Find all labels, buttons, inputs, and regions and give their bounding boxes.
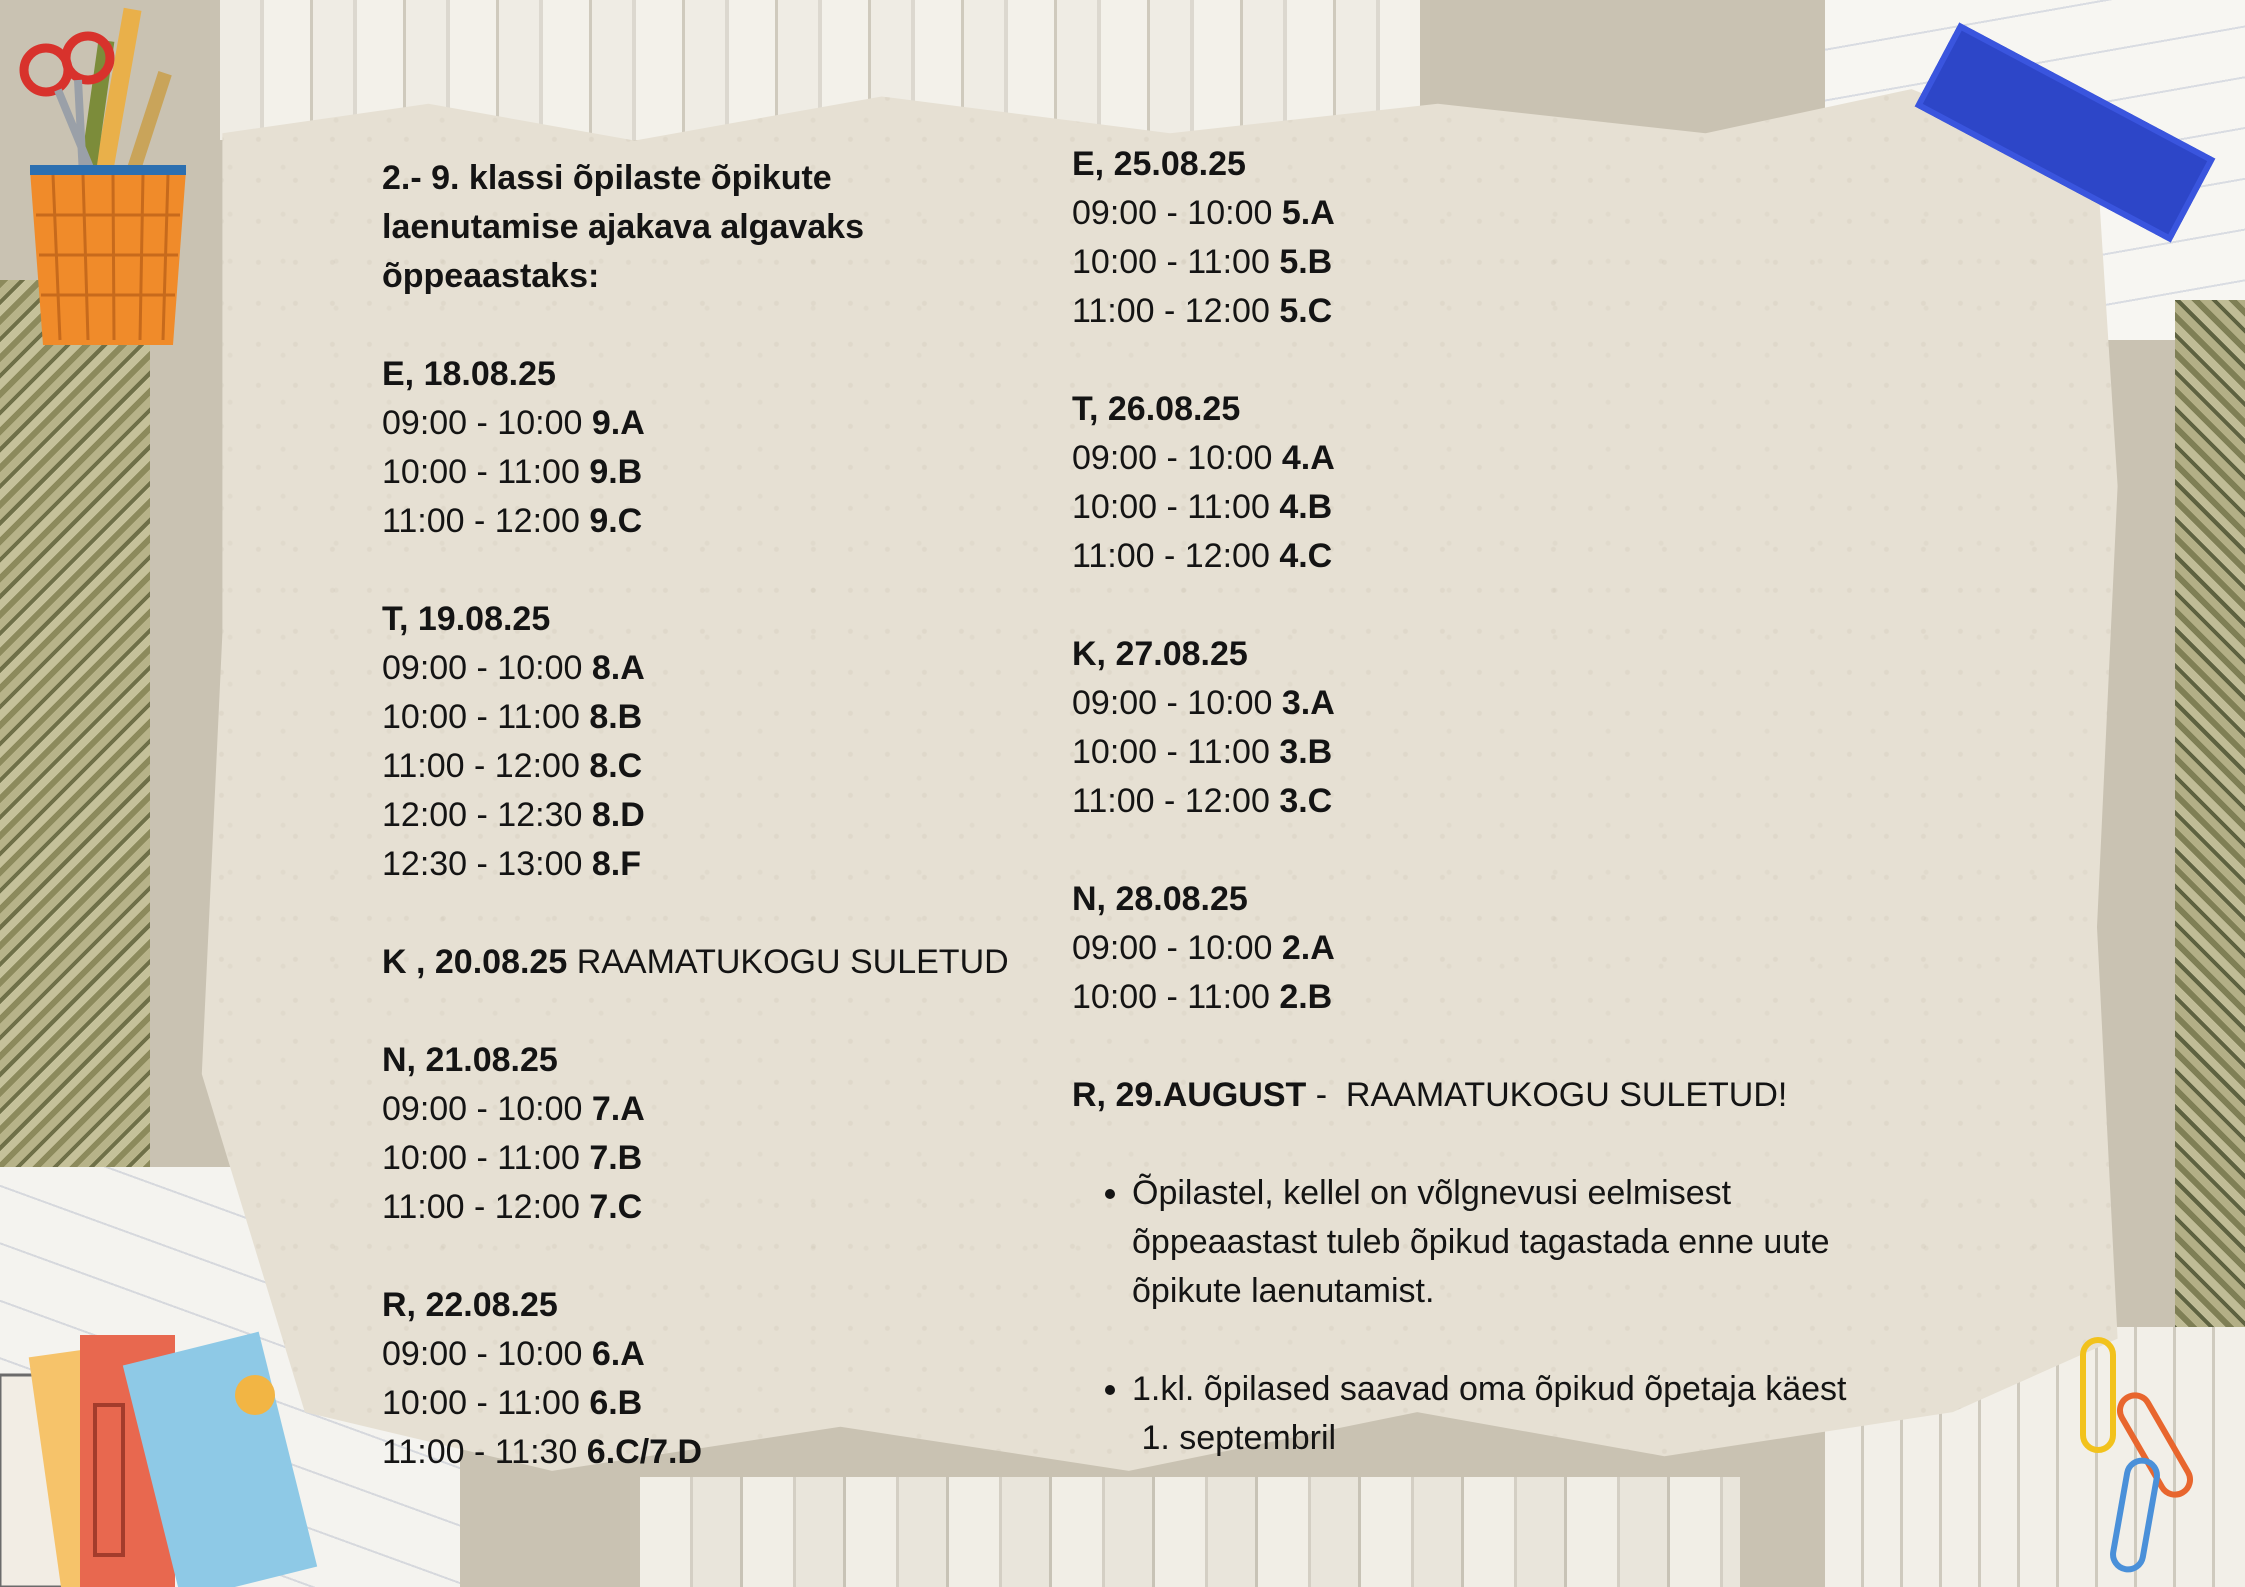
time-slot: 10:00 - 11:00 8.B	[382, 698, 643, 736]
time-slot: 09:00 - 10:00 2.A	[1072, 929, 1335, 967]
time-slot: 11:00 - 12:00 4.C	[1072, 537, 1333, 575]
day-block	[382, 350, 1042, 546]
day-block	[382, 595, 1042, 889]
day-date: N, 21.08.25	[382, 1041, 558, 1079]
time-slot: 10:00 - 11:00 3.B	[1072, 733, 1333, 771]
time-slot: 09:00 - 10:00 4.A	[1072, 439, 1335, 477]
time-slot: 11:00 - 12:00 9.C	[382, 502, 643, 540]
books-stack-icon	[0, 1255, 330, 1587]
newspaper-scrap-bottom	[640, 1477, 1740, 1587]
time-slot: 11:00 - 12:00 5.C	[1072, 292, 1333, 330]
time-slot: 12:00 - 12:30 8.D	[382, 796, 645, 834]
note-item: • Õpilastel, kellel on võlgnevusi eelmisest õppeaastast tuleb õpikud tagastada enne uute õpikute laenutamist.	[1132, 1169, 1972, 1316]
day-block	[1072, 875, 1972, 1022]
time-slot: 09:00 - 10:00 6.A	[382, 1335, 645, 1373]
day-date: N, 28.08.25	[1072, 880, 1248, 918]
schedule-column-left	[382, 154, 1042, 1477]
paper-clips-icon	[2075, 1330, 2225, 1580]
time-slot: 09:00 - 10:00 5.A	[1072, 194, 1335, 232]
time-slot: 11:00 - 12:00 8.C	[382, 747, 643, 785]
schedule-title: 2.- 9. klassi õpilaste õpikute laenutamise ajakava algavaks õppeaastaks:	[382, 159, 864, 295]
day-date: K, 27.08.25	[1072, 635, 1248, 673]
patterned-fabric-right	[2175, 300, 2245, 1350]
day-date: R, 22.08.25	[382, 1286, 558, 1324]
note-item: • 1.kl. õpilased saavad oma õpikud õpetaja käest 1. septembril	[1132, 1365, 1972, 1463]
time-slot: 09:00 - 10:00 3.A	[1072, 684, 1335, 722]
day-date: T, 26.08.25	[1072, 390, 1241, 428]
time-slot: 09:00 - 10:00 9.A	[382, 404, 645, 442]
time-slot: 10:00 - 11:00 2.B	[1072, 978, 1333, 1016]
time-slot: 10:00 - 11:00 6.B	[382, 1384, 643, 1422]
patterned-fabric-left	[0, 280, 150, 1230]
time-slot: 11:00 - 12:00 7.C	[382, 1188, 643, 1226]
day-block	[1072, 140, 1972, 336]
day-block	[382, 1281, 1042, 1477]
time-slot: 09:00 - 10:00 7.A	[382, 1090, 645, 1128]
time-slot: 11:00 - 12:00 3.C	[1072, 782, 1333, 820]
time-slot: 10:00 - 11:00 7.B	[382, 1139, 643, 1177]
day-date: E, 18.08.25	[382, 355, 556, 393]
day-date: E, 25.08.25	[1072, 145, 1246, 183]
day-date: T, 19.08.25	[382, 600, 551, 638]
time-slot: 10:00 - 11:00 9.B	[382, 453, 643, 491]
pencil-cup-icon	[8, 0, 208, 360]
closed-day-notice: R, 29.AUGUST - RAAMATUKOGU SULETUD!	[1072, 1076, 1788, 1114]
schedule-column-right	[1072, 140, 1972, 1463]
time-slot: 12:30 - 13:00 8.F	[382, 845, 641, 883]
closed-day-notice: K , 20.08.25 RAAMATUKOGU SULETUD	[382, 943, 1009, 981]
time-slot: 10:00 - 11:00 4.B	[1072, 488, 1333, 526]
time-slot: 09:00 - 10:00 8.A	[382, 649, 645, 687]
notes-list	[1072, 1169, 1972, 1463]
time-slot: 10:00 - 11:00 5.B	[1072, 243, 1333, 281]
day-block	[1072, 385, 1972, 581]
day-block	[1072, 630, 1972, 826]
day-block	[382, 1036, 1042, 1232]
time-slot: 11:00 - 11:30 6.C/7.D	[382, 1433, 703, 1471]
